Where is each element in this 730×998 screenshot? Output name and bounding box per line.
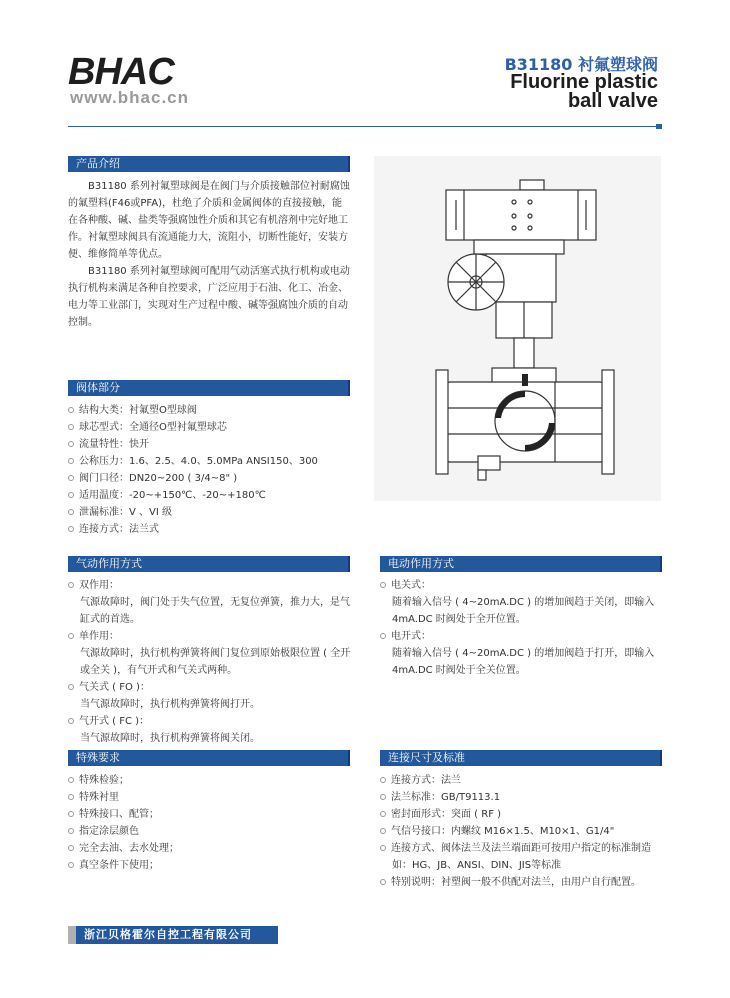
footer-accent: [68, 926, 76, 944]
header-divider: [68, 126, 660, 127]
list-item: 法兰标准：GB/T9113.1: [380, 789, 664, 806]
list-item: 完全去油、去水处理；: [68, 840, 352, 857]
section-bar-special: [68, 750, 348, 766]
intro-text: [68, 178, 351, 331]
title-en-line1: Fluorine plastic: [510, 71, 658, 93]
intro-paragraph-1: B31180 系列衬氟塑球阀是在阀门与介质接触部位衬耐腐蚀的氟塑料(F46或PFA)，杜绝了介质和金属阀体的直接接触，能在各种酸、碱、盐类等强腐蚀性介质和其它有机溶剂中完好地工作。衬氟塑球阀具有流通能力大，流阻小，切断性能好，安装方便、维修简单等优点。: [68, 181, 350, 260]
website-url: www.bhac.cn: [70, 88, 190, 107]
special-list: [68, 772, 352, 874]
header-divider-end: [656, 124, 662, 129]
footer-company: 浙江贝格霍尔自控工程有限公司: [68, 926, 278, 944]
list-item: 连接方式：法兰式: [68, 521, 358, 538]
section-bar-connection: [380, 750, 660, 766]
pneumatic-list: [68, 577, 352, 747]
list-item: 球芯型式：全通径O型衬氟塑球芯: [68, 419, 358, 436]
list-item: 指定涂层颜色: [68, 823, 352, 840]
brand-logo: BHAC: [68, 51, 174, 93]
list-item-text: 气源故障时，阀门处于失气位置，无复位弹簧，推力大，是气缸式的首选。: [80, 597, 350, 625]
valve-drawing: [374, 156, 661, 501]
body-heading: 阀体部分: [76, 381, 120, 394]
list-item-text: 随着输入信号 ( 4~20mA.DC ) 的增加阀趋于关闭，即输入4mA.DC 时阀处于全开位置。: [392, 597, 655, 625]
list-item-note: 连接方式、阀体法兰及法兰端面距可按用户指定的标准制造: [380, 840, 664, 857]
product-title-en: [510, 73, 658, 111]
product-code: B31180 衬氟塑球阀: [504, 55, 658, 74]
list-item: 单作用：: [68, 628, 352, 645]
pneumatic-heading: 气动作用方式: [76, 557, 142, 570]
intro-heading: 产品介绍: [76, 157, 120, 170]
list-item: 流量特性：快开: [68, 436, 358, 453]
list-item: 适用温度：-20~+150℃、-20~+180℃: [68, 487, 358, 504]
list-item-text: 当气源故障时，执行机构弹簧将阀关闭。: [80, 733, 260, 744]
list-item: 结构大类：衬氟塑O型球阀: [68, 402, 358, 419]
list-item: 特别说明：衬塑阀一般不供配对法兰，由用户自行配置。: [380, 874, 664, 891]
list-item: 真空条件下使用；: [68, 857, 352, 874]
list-item-note-cont: 如：HG、JB、ANSI、DIN、JIS等标准: [392, 860, 562, 871]
section-bar-intro: [68, 156, 348, 172]
list-item-text: 随着输入信号 ( 4~20mA.DC ) 的增加阀趋于打开，即输入4mA.DC 时阀处于全关位置。: [392, 648, 655, 676]
list-item-text: 气源故障时，执行机构弹簧将阀门复位到原始极限位置 ( 全开或全关 )，有气开式和气关式两种。: [80, 648, 351, 676]
list-item: 泄漏标准：V 、VI 级: [68, 504, 358, 521]
list-item: 连接方式：法兰: [380, 772, 664, 789]
special-heading: 特殊要求: [76, 751, 120, 764]
ball-valve-drawing-icon: [374, 156, 661, 501]
section-bar-body: [68, 380, 348, 396]
intro-paragraph-2: B31180 系列衬氟塑球阀可配用气动活塞式执行机构或电动执行机构来满足各种自控要求，广泛应用于石油、化工、冶金、电力等工业部门，实现对生产过程中酸、碱等强腐蚀介质的自动控制。: [68, 266, 350, 328]
list-item: 特殊衬里: [68, 789, 352, 806]
list-item: 双作用：: [68, 577, 352, 594]
list-item: 公称压力：1.6、2.5、4.0、5.0MPa ANSI150、300: [68, 453, 358, 470]
electric-list: [380, 577, 664, 679]
connection-list: [380, 772, 664, 891]
section-bar-electric: [380, 556, 660, 572]
list-item: 阀门口径：DN20~200 ( 3/4~8" ): [68, 470, 358, 487]
list-item: 电关式：: [380, 577, 664, 594]
list-item: 特殊检验；: [68, 772, 352, 789]
list-item: 密封面形式：突面 ( RF ): [380, 806, 664, 823]
list-item: 电开式：: [380, 628, 664, 645]
list-item: 气关式 ( FO )：: [68, 679, 352, 696]
electric-heading: 电动作用方式: [388, 557, 454, 570]
list-item: 特殊接口、配管；: [68, 806, 352, 823]
section-bar-pneumatic: [68, 556, 348, 572]
title-en-line2: ball valve: [567, 90, 658, 112]
list-item: 气信号接口：内螺纹 M16×1.5、M10×1、G1/4": [380, 823, 664, 840]
body-spec-list: [68, 402, 358, 538]
list-item-text: 当气源故障时，执行机构弹簧将阀打开。: [80, 699, 260, 710]
list-item: 气开式 ( FC )：: [68, 713, 352, 730]
connection-heading: 连接尺寸及标准: [388, 751, 465, 764]
